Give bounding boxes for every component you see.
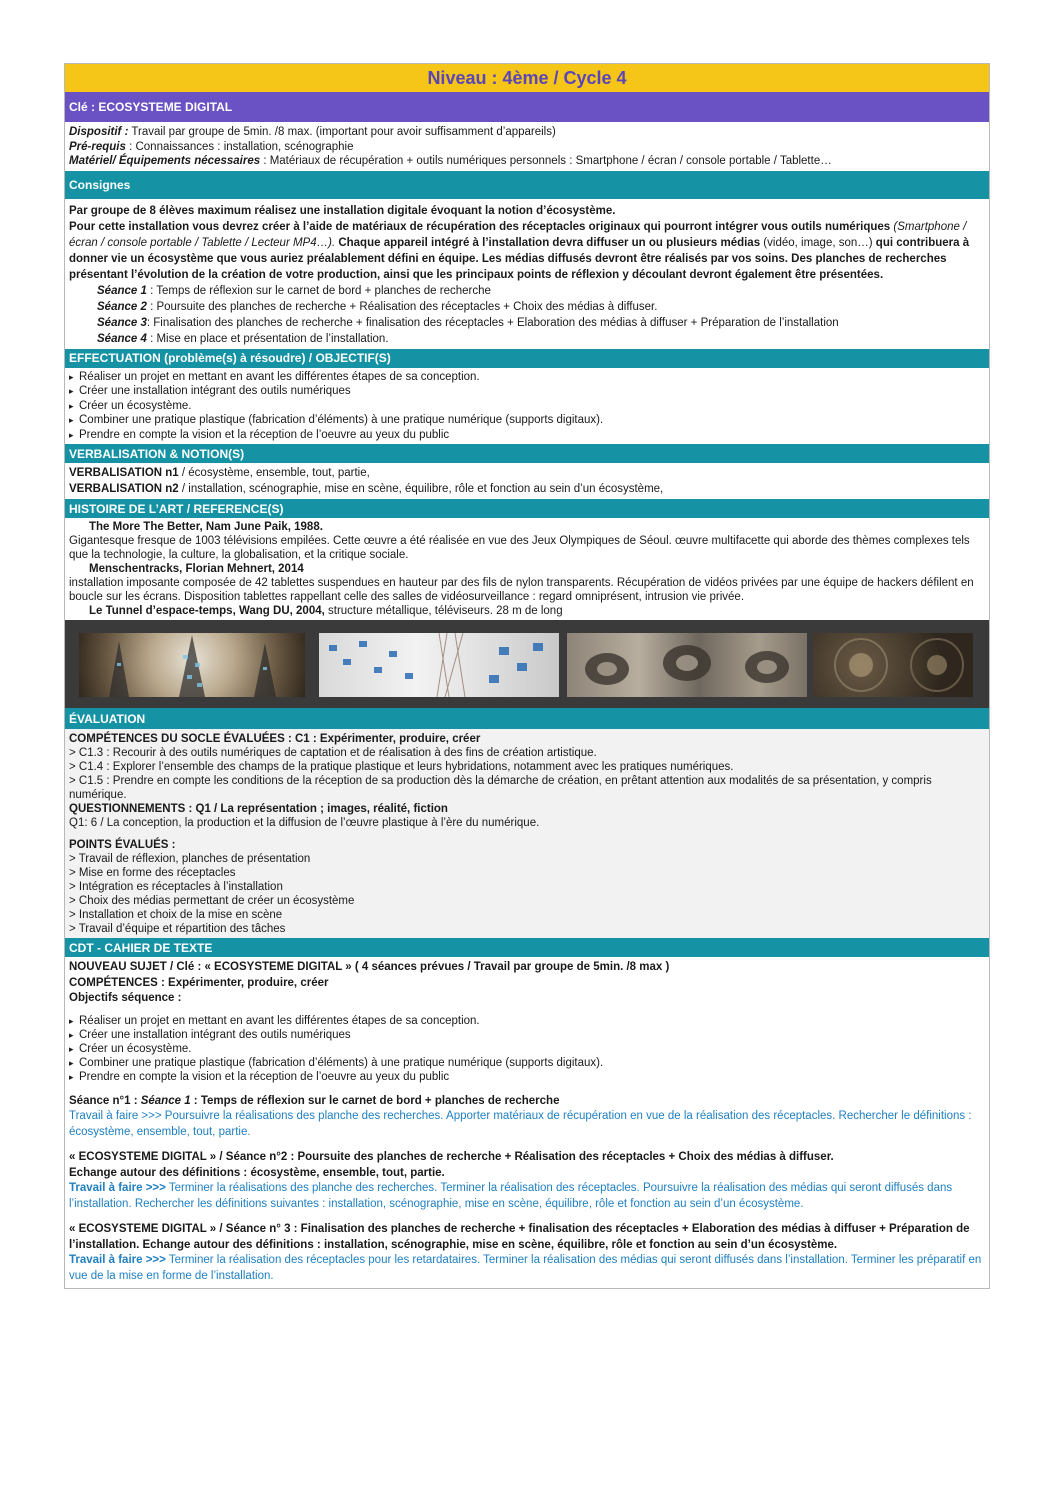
seance-text: : Finalisation des planches de recherche + finalisation des réceptacles + Elaboration des médias à diffuser + Préparation de l’installation [146, 316, 839, 329]
homework-text: Terminer la réalisations des planche des recherches. Terminer la réalisation des réceptacles. Poursuivre la réalisation des médias qui seront diffusés dans l’installation. Rechercher les définitions suivantes : installation, scénographie, mise en scène, équilibre, rôle et fonction au sein d’un écosystème. [69, 1182, 953, 1210]
histoire-block [65, 518, 989, 620]
seance-label: Séance 2 [97, 300, 147, 313]
consignes-text-c: Chaque appareil intégré à l’installation devra diffuser un ou plusieurs médias [335, 236, 761, 249]
consignes-intro: Par groupe de 8 élèves maximum réalisez une installation digitale évoquant la notion d’écosystème. [69, 204, 616, 217]
dispositif-text: Travail par groupe de 5min. /8 max. (important pour avoir suffisamment d’appareils) [128, 126, 556, 138]
seance-2-homework [69, 1181, 985, 1212]
objective-item: ▸ Combiner une pratique plastique (fabrication d’éléments) à une pratique numérique (supports digitaux). [69, 413, 985, 428]
seance-1-text: : Temps de réflexion sur le carnet de bord + planches de recherche [190, 1094, 560, 1107]
seance-1-prefix: Séance n°1 : [69, 1094, 141, 1107]
histoire-heading: HISTOIRE DE L’ART / REFERENCE(S) [65, 499, 989, 518]
seance-text: : Poursuite des planches de recherche + Réalisation des réceptacles + Choix des médias à diffuser. [146, 300, 658, 313]
reference-line [69, 604, 985, 618]
reference-title: The More The Better, Nam June Paik, 1988. [89, 521, 323, 533]
seance-1-label: Séance 1 [140, 1094, 191, 1107]
seance-label: Séance 1 [97, 284, 147, 297]
objective-item: ▸ Réaliser un projet en mettant en avant les différentes étapes de sa conception. [69, 370, 985, 385]
point-item: > Choix des médias permettant de créer un écosystème [69, 895, 355, 907]
reference-gallery [65, 620, 989, 708]
competences-title: COMPÉTENCES DU SOCLE ÉVALUÉES : C1 : Expérimenter, produire, créer [69, 733, 481, 745]
verbalisation-heading: VERBALISATION & NOTION(S) [65, 444, 989, 463]
seance-1-title [69, 1094, 985, 1110]
info-block [65, 122, 989, 171]
tunnel-interior-drawing [813, 633, 973, 697]
cdt-objective-item: ▸ Créer un écosystème. [69, 1042, 985, 1056]
seance-item [97, 283, 985, 299]
materiel-label: Matériel/ Équipements nécessaires [69, 155, 261, 167]
cdt-block [65, 957, 989, 1288]
seance-text: : Mise en place et présentation de l’installation. [146, 332, 389, 345]
seance-2-title: « ECOSYSTEME DIGITAL » / Séance n°2 : Poursuite des planches de recherche + Réalisation des réceptacles + Choix des médias à diffuser. [69, 1151, 834, 1163]
competence-item: > C1.4 : Explorer l’ensemble des champs de la pratique plastique et leurs hybridations, notamment avec les pratiques numériques. [69, 761, 734, 773]
tv-tower-photo [79, 633, 305, 697]
seance-label: Séance 4 [97, 332, 147, 345]
prerequis-label: Pré-requis [69, 140, 126, 153]
page-title: Niveau : 4ème / Cycle 4 [65, 64, 989, 92]
reference-text: Gigantesque fresque de 1003 télévisions empilées. Cette œuvre a été réalisée en vue des Jeux Olympiques de Séoul. œuvre multifacette qui aborde des thèmes complexes tels que la technologie, la culture, la globalisation, et la critique sociale. [69, 535, 970, 561]
consignes-block [65, 199, 989, 349]
reference-title: Le Tunnel d’espace-temps, Wang DU, 2004, [89, 605, 325, 617]
verbalisation-1-text: / écosystème, ensemble, tout, partie, [178, 467, 370, 479]
cdt-competences: COMPÉTENCES : Expérimenter, produire, créer [69, 976, 329, 989]
reference-text: installation imposante composée de 42 tablettes suspendues en hauteur par des fils de nylon transparents. Récupération de vidéos privées par une équipe de hackers défilent en boucle sur les écrans. Disposition tablettes rappellant celle des salles de vidéosurveillance : regard omniprésent, intrusion vie privée. [69, 577, 974, 603]
verbalisation-1-label: VERBALISATION n1 [69, 467, 179, 479]
seance-label: Séance 3 [97, 316, 147, 329]
tunnel-interior-photo [813, 633, 973, 697]
cdt-sujet: NOUVEAU SUJET / Clé : « ECOSYSTEME DIGITAL » ( 4 séances prévues / Travail par groupe de 5min. /8 max ) [69, 961, 670, 973]
seance-item [97, 315, 985, 331]
reference-text: structure métallique, téléviseurs. 28 m de long [324, 605, 563, 617]
tablets-drawing [319, 633, 559, 697]
questionnement-text: Q1: 6 / La conception, la production et la diffusion de l’œuvre plastique à l’ère du numérique. [69, 817, 540, 829]
prerequis-text: : Connaissances : installation, scénographie [125, 140, 354, 153]
seance-item [97, 331, 985, 347]
key-banner: Clé : ECOSYSTEME DIGITAL [65, 92, 989, 122]
point-item: > Intégration es réceptacles à l’installation [69, 881, 283, 893]
document-sheet [64, 63, 990, 1289]
verbalisation-2-label: VERBALISATION n2 [69, 482, 179, 495]
point-item: > Travail de réflexion, planches de présentation [69, 853, 311, 865]
objective-item: ▸ Créer une installation intégrant des outils numériques [69, 384, 985, 399]
point-item: > Travail d’équipe et répartition des tâches [69, 923, 286, 935]
effectuation-block [65, 368, 989, 445]
homework-text: Terminer la réalisation des réceptacles pour les retardataires. Terminer la réalisation des médias qui seront diffusés dans l’installation. Terminer les préparatif en vue de la mise en forme de l’installation. [69, 1254, 982, 1282]
tv-tower-drawing [79, 633, 305, 697]
consignes-text-e: qui contribuera à donner vie un écosystème que vous auriez préalablement défini en équipe. Les médias diffusés devront être réalisés par vos soins. Des planches de recherches présentant l’évolution de la création de votre production, ainsi que les principaux points de réflexion y découlant devront également être présentées. [69, 236, 970, 281]
evaluation-block [65, 729, 989, 938]
evaluation-heading: ÉVALUATION [65, 708, 989, 729]
cdt-objectifs: Objectifs séquence : [69, 992, 182, 1004]
questionnements-title: QUESTIONNEMENTS : Q1 / La représentation ; images, réalité, fiction [69, 803, 448, 815]
seance-item [97, 299, 985, 315]
cdt-objective-item: ▸ Prendre en compte la vision et la réception de l’oeuvre au yeux du public [69, 1070, 985, 1084]
point-item: > Installation et choix de la mise en scène [69, 909, 283, 921]
seances-list [69, 283, 985, 347]
verbalisation-2-text: / installation, scénographie, mise en scène, équilibre, rôle et fonction au sein d’un écosystème, [178, 482, 664, 495]
homework-label: Travail à faire >>> [69, 1254, 166, 1266]
homework-label: Travail à faire >>> [69, 1182, 166, 1194]
consignes-text-a: Pour cette installation vous devrez créer à l’aide de matériaux de récupération des réceptacles originaux qui pourront intégrer vous outils numériques [69, 220, 894, 233]
cdt-objective-item: ▸ Réaliser un projet en mettant en avant les différentes étapes de sa conception. [69, 1014, 985, 1028]
effectuation-heading: EFFECTUATION (problème(s) à résoudre) / OBJECTIF(S) [65, 349, 989, 368]
cdt-heading: CDT - CAHIER DE TEXTE [65, 938, 989, 957]
seance-3-title: « ECOSYSTEME DIGITAL » / Séance n° 3 : Finalisation des planches de recherche + finalisation des réceptacles + Elaboration des médias à diffuser + Préparation de l’installation. Echange autour des définitions : installation, scénographie, mise en scène, équilibre, rôle et fonction au sein d’un écosystème. [69, 1223, 970, 1251]
objective-item: ▸ Créer un écosystème. [69, 399, 985, 414]
consignes-paragraph [69, 219, 985, 283]
competence-item: > C1.3 : Recourir à des outils numériques de captation et de réalisation à des fins de création artistique. [69, 747, 597, 759]
consignes-text-b: (Smartphone / écran / console portable / Tablette / Lecteur MP4…). [69, 220, 967, 249]
seance-3-homework [69, 1253, 985, 1284]
point-item: > Mise en forme des réceptacles [69, 867, 236, 879]
reference-title: Menschentracks, Florian Mehnert, 2014 [89, 563, 304, 575]
tunnel-drawing [567, 633, 807, 697]
objective-item: ▸ Prendre en compte la vision et la réception de l’oeuvre au yeux du public [69, 428, 985, 443]
consignes-heading: Consignes [65, 171, 989, 199]
dispositif-label: Dispositif : [69, 126, 129, 138]
consignes-text-d: (vidéo, image, son…) [760, 236, 873, 249]
competence-item: > C1.5 : Prendre en compte les conditions de la réception de sa production dès la démarche de création, en prêtant attention aux modalités de sa présentation, y compris numérique. [69, 775, 932, 801]
cdt-objective-item: ▸ Combiner une pratique plastique (fabrication d’éléments) à une pratique numérique (supports digitaux). [69, 1056, 985, 1070]
tablets-installation-photo [319, 633, 559, 697]
tunnel-photo [567, 633, 807, 697]
seance-text: : Temps de réflexion sur le carnet de bord + planches de recherche [146, 284, 491, 297]
verbalisation-block [65, 463, 989, 499]
points-title: POINTS ÉVALUÉS : [69, 839, 176, 851]
seance-2-subtitle: Echange autour des définitions : écosystème, ensemble, tout, partie. [69, 1166, 445, 1179]
materiel-text: : Matériaux de récupération + outils numériques personnels : Smartphone / écran / console portable / Tablette… [260, 155, 832, 167]
cdt-objective-item: ▸ Créer une installation intégrant des outils numériques [69, 1028, 985, 1042]
seance-1-homework: Travail à faire >>> Poursuivre la réalisations des planche des recherches. Apporter matériaux de récupération en vue de la réalisation des réceptacles. Rechercher le définitions : écosystème, ensemble, tout, partie. [69, 1110, 972, 1138]
